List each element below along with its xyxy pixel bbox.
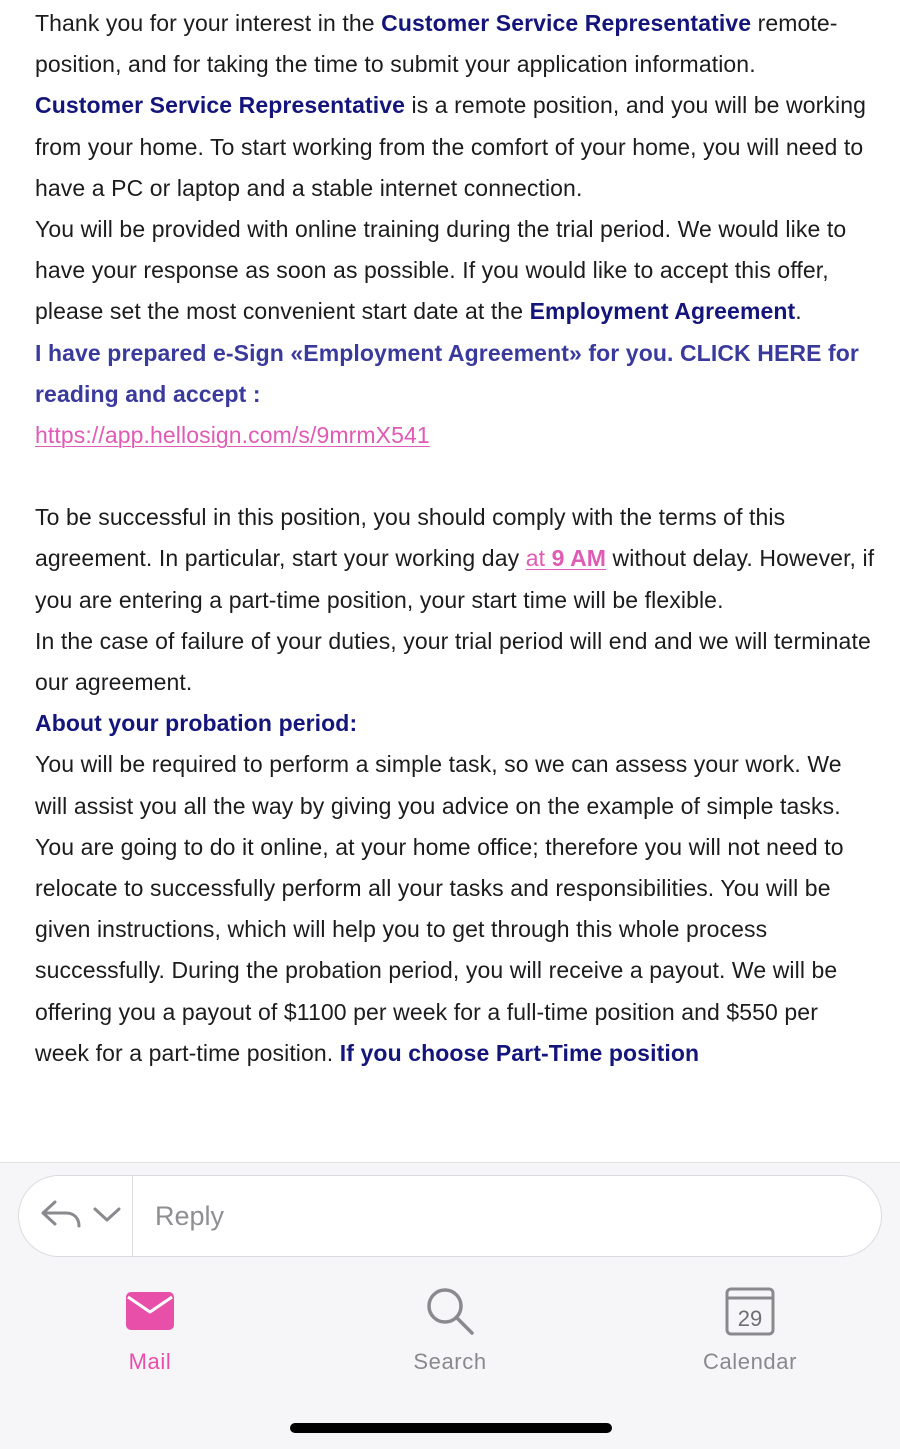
text: remote-position, and for taking the time to submit your application information. xyxy=(35,10,838,78)
text: Thank you for your interest in the xyxy=(35,10,382,36)
email-paragraph-probation xyxy=(35,744,875,1074)
paragraph-gap xyxy=(35,456,875,497)
text: . xyxy=(795,298,802,325)
text: To be successful in this position, you should comply with the terms of this agreement. In particular, start your working day xyxy=(35,504,786,572)
calendar-day: 29 xyxy=(737,1306,763,1331)
time-link[interactable] xyxy=(526,545,606,571)
envelope-icon xyxy=(125,1281,175,1341)
esign-link[interactable]: https://app.hellosign.com/s/9mrmX541 xyxy=(35,422,430,449)
magnifier-icon xyxy=(424,1281,476,1341)
email-paragraph-training xyxy=(35,209,875,333)
chevron-down-icon[interactable] xyxy=(92,1204,122,1229)
text: is a remote position, and you will be working from your home. To start working from the comfort of your home, you will need to have a PC or laptop and a stable internet connection. xyxy=(35,92,866,201)
email-paragraph-failure: In the case of failure of your duties, your trial period will end and we will terminate our agreement. xyxy=(35,627,871,696)
time-link-prefix: at xyxy=(525,545,552,572)
part-time-emphasis: If you choose Part-Time position xyxy=(339,1039,700,1066)
time-link-value: 9 AM xyxy=(551,545,607,572)
text: You will be provided with online training during the trial period. We would like to have your response as soon as possible. If you would like to accept this offer, please set the most convenient start date at the xyxy=(35,216,847,325)
home-indicator xyxy=(290,1423,612,1433)
email-paragraph-intro xyxy=(35,3,875,85)
tab-label: Search xyxy=(413,1349,487,1374)
text: You will be required to perform a simple task, so we can assess your work. We will assist you all the way by giving you advice on the example of simple tasks. You are going to do it online, at your home office; therefore you will not need to relocate to successfully perform all your tasks and responsibilities. You will be given instructions, which will help you to get through this whole process successfully. During the probation period, you will receive a payout. We will be offering you a payout of $1100 per week for a full-time position and $550 per week for a part-time position. xyxy=(35,751,844,1066)
tab-mail[interactable] xyxy=(50,1281,250,1381)
email-paragraph-terms xyxy=(35,497,875,621)
reply-input[interactable] xyxy=(133,1185,881,1247)
text: without delay. However, if you are entering a part-time position, your start time will be flexible. xyxy=(35,545,875,613)
tab-bar xyxy=(0,1281,900,1381)
esign-link-row xyxy=(35,415,875,456)
tab-label: Calendar xyxy=(702,1349,798,1374)
probation-heading: About your probation period: xyxy=(35,710,358,737)
reply-actions[interactable] xyxy=(19,1176,133,1256)
reply-arrow-icon[interactable] xyxy=(38,1194,84,1239)
tab-label: Mail xyxy=(128,1349,172,1374)
email-body xyxy=(35,0,875,1162)
calendar-icon xyxy=(725,1281,775,1341)
tab-calendar[interactable] xyxy=(650,1281,850,1381)
job-title-emphasis: Customer Service Representative xyxy=(381,10,752,36)
esign-notice: I have prepared e-Sign «Employment Agreement» for you. CLICK HERE for reading and accept : xyxy=(35,339,859,407)
email-paragraph-remote xyxy=(35,85,875,209)
agreement-emphasis: Employment Agreement xyxy=(529,298,796,325)
job-title-emphasis: Customer Service Representative xyxy=(35,92,405,119)
tab-search[interactable] xyxy=(350,1281,550,1381)
bottom-bar xyxy=(0,1162,900,1449)
reply-bar xyxy=(18,1175,882,1257)
